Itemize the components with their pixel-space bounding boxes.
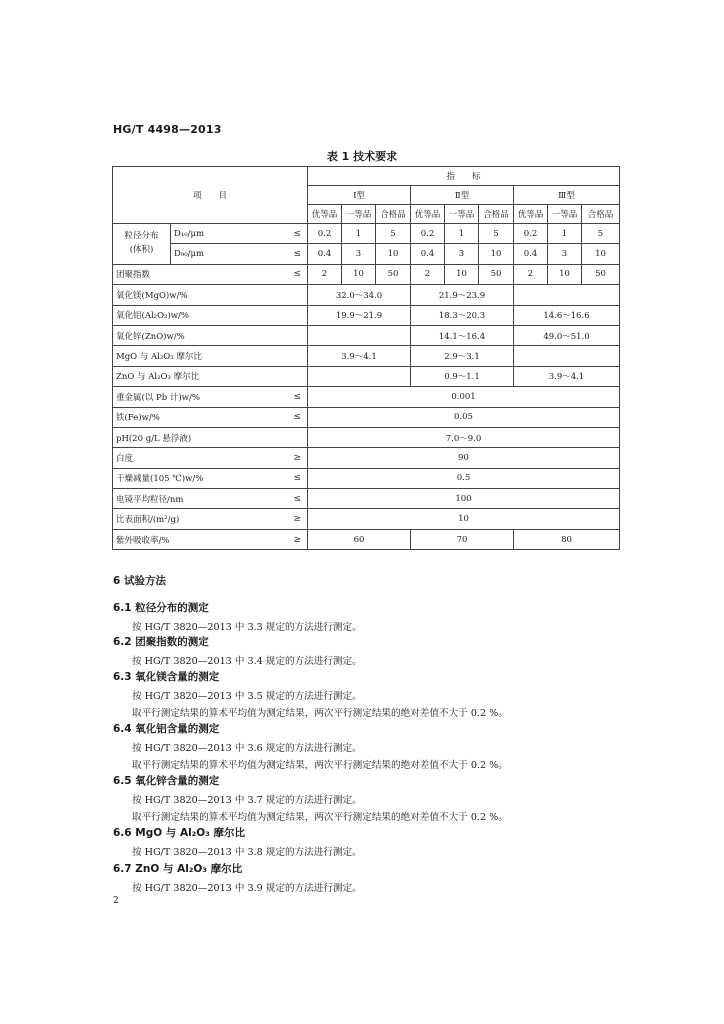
grade-header: 一等品 (445, 205, 479, 224)
grade-header: 合格品 (582, 205, 620, 224)
table-cell: 3 (548, 244, 582, 264)
table-row (113, 448, 620, 468)
paragraph: 按 HG/T 3820—2013 中 3.6 规定的方法进行测定。 (132, 743, 362, 754)
table-cell: 50 (582, 264, 620, 284)
type-3-header: Ⅲ型 (514, 186, 620, 205)
section-title: 6.4 氧化铝含量的测定 (113, 723, 220, 735)
grade-header: 优等品 (411, 205, 445, 224)
table-cell: 14.1～16.4 (411, 325, 514, 345)
table-cell: 5 (376, 224, 411, 244)
table-row (113, 387, 620, 407)
table-row (113, 366, 620, 386)
table-cell (308, 366, 411, 386)
table-cell: 3.9～4.1 (514, 366, 620, 386)
table-row (113, 305, 620, 325)
drying-loss-label: 干燥减量(105 ℃)w/% (113, 468, 288, 488)
alumina-label: 氧化铝(Al₂O₃)w/% (113, 305, 308, 325)
uv-absorption-label: 紫外吸收率/% (113, 529, 288, 549)
table-cell: 3 (445, 244, 479, 264)
standard-code: HG/T 4498—2013 (113, 123, 222, 136)
table-cell: 10 (548, 264, 582, 284)
table-cell: 100 (308, 489, 620, 509)
mgo-al-ratio-label: MgO 与 Al₂O₃ 摩尔比 (113, 346, 308, 366)
section-title: 6.7 ZnO 与 Al₂O₃ 摩尔比 (113, 863, 243, 875)
indicator-header: 指 标 (308, 167, 620, 186)
grade-header: 合格品 (479, 205, 514, 224)
grade-header: 一等品 (548, 205, 582, 224)
table-cell (514, 285, 620, 305)
ge-symbol: ≥ (288, 448, 308, 468)
table-cell: 10 (445, 264, 479, 284)
table-row (113, 509, 620, 529)
table-row (113, 407, 620, 427)
type-2-header: Ⅱ型 (411, 186, 514, 205)
header-row-indicator (113, 167, 620, 186)
table-cell: 2 (514, 264, 548, 284)
table-cell: 10 (308, 509, 620, 529)
table-row (113, 285, 620, 305)
table-cell: 0.4 (308, 244, 342, 264)
table-cell: 10 (376, 244, 411, 264)
table-row (113, 264, 620, 284)
table-cell: 0.001 (308, 387, 620, 407)
section-title: 6.2 团聚指数的测定 (113, 636, 209, 648)
table-cell: 80 (514, 529, 620, 549)
paragraph: 按 HG/T 3820—2013 中 3.5 规定的方法进行测定。 (132, 691, 362, 702)
ph-label: pH(20 g/L 悬浮液) (113, 427, 308, 447)
technical-requirements-table (112, 166, 619, 550)
table-cell: 2.9～3.1 (411, 346, 514, 366)
table-cell: 3 (342, 244, 376, 264)
iron-label: 铁(Fe)w/% (113, 407, 288, 427)
table-cell: 0.4 (514, 244, 548, 264)
grade-header: 合格品 (376, 205, 411, 224)
zno-al-ratio-label: ZnO 与 Al₂O₃ 摩尔比 (113, 366, 308, 386)
table-cell (308, 325, 411, 345)
le-symbol: ≤ (288, 224, 308, 244)
psd-label-cell (113, 224, 171, 265)
paragraph: 按 HG/T 3820—2013 中 3.3 规定的方法进行测定。 (132, 622, 362, 633)
table-cell: 1 (342, 224, 376, 244)
table-cell: 10 (342, 264, 376, 284)
ge-symbol: ≥ (288, 509, 308, 529)
agglomeration-label: 团聚指数 (113, 264, 288, 284)
paragraph: 取平行测定结果的算术平均值为测定结果，两次平行测定结果的绝对差值不大于 0.2 %。 (132, 708, 508, 719)
section-title: 6.6 MgO 与 Al₂O₃ 摩尔比 (113, 827, 245, 839)
table-cell: 5 (582, 224, 620, 244)
table-cell: 2 (411, 264, 445, 284)
tem-size-label: 电镜平均粒径/nm (113, 489, 288, 509)
table-cell: 0.2 (308, 224, 342, 244)
grade-header: 优等品 (514, 205, 548, 224)
table-cell: 14.6～16.6 (514, 305, 620, 325)
table-cell: 0.5 (308, 468, 620, 488)
d10-label: D₁₀/μm (171, 224, 288, 244)
d90-label: D₉₀/μm (171, 244, 288, 264)
table-cell: 0.2 (411, 224, 445, 244)
table-row (113, 427, 620, 447)
type-1-header: Ⅰ型 (308, 186, 411, 205)
grade-header: 一等品 (342, 205, 376, 224)
psd-label: 粒径分布 (124, 231, 159, 242)
table-cell: 32.0～34.0 (308, 285, 411, 305)
table-cell: 21.9～23.9 (411, 285, 514, 305)
section-title: 6.5 氧化锌含量的测定 (113, 775, 220, 787)
grade-header: 优等品 (308, 205, 342, 224)
heavy-metal-label: 重金属(以 Pb 计)w/% (113, 387, 288, 407)
table-row (113, 489, 620, 509)
le-symbol: ≤ (288, 264, 308, 284)
table-cell: 70 (411, 529, 514, 549)
le-symbol: ≤ (288, 407, 308, 427)
table-cell: 5 (479, 224, 514, 244)
table-cell: 50 (479, 264, 514, 284)
table-row (113, 468, 620, 488)
le-symbol: ≤ (288, 387, 308, 407)
table-cell: 19.9～21.9 (308, 305, 411, 325)
paragraph: 取平行测定结果的算术平均值为测定结果，两次平行测定结果的绝对差值不大于 0.2 %。 (132, 760, 508, 771)
table-cell (514, 346, 620, 366)
le-symbol: ≤ (288, 244, 308, 264)
table-cell: 90 (308, 448, 620, 468)
paragraph: 按 HG/T 3820—2013 中 3.7 规定的方法进行测定。 (132, 795, 362, 806)
paragraph: 取平行测定结果的算术平均值为测定结果，两次平行测定结果的绝对差值不大于 0.2 %。 (132, 812, 508, 823)
page-number: 2 (113, 896, 119, 906)
table-row (113, 529, 620, 549)
paragraph: 按 HG/T 3820—2013 中 3.9 规定的方法进行测定。 (132, 883, 362, 894)
table-cell: 18.3～20.3 (411, 305, 514, 325)
table-cell: 0.2 (514, 224, 548, 244)
table-cell: 2 (308, 264, 342, 284)
table-cell: 10 (582, 244, 620, 264)
table-cell: 0.05 (308, 407, 620, 427)
table-caption: 表 1 技术要求 (326, 150, 398, 163)
table-cell: 0.4 (411, 244, 445, 264)
le-symbol: ≤ (288, 468, 308, 488)
specific-surface-label: 比表面积/(m²/g) (113, 509, 288, 529)
ge-symbol: ≥ (288, 529, 308, 549)
paragraph: 按 HG/T 3820—2013 中 3.4 规定的方法进行测定。 (132, 656, 362, 667)
table-cell: 10 (479, 244, 514, 264)
paragraph: 按 HG/T 3820—2013 中 3.8 规定的方法进行测定。 (132, 847, 362, 858)
table-cell: 50 (376, 264, 411, 284)
table-cell: 0.9～1.1 (411, 366, 514, 386)
section-title: 6 试验方法 (113, 575, 166, 587)
table-cell: 60 (308, 529, 411, 549)
table-cell: 3.9～4.1 (308, 346, 411, 366)
table-cell: 7.0～9.0 (308, 427, 620, 447)
zno-label: 氧化锌(ZnO)w/% (113, 325, 308, 345)
whiteness-label: 白度 (113, 448, 288, 468)
table-cell: 1 (548, 224, 582, 244)
table-row (113, 346, 620, 366)
table-row (113, 244, 620, 264)
table-cell: 49.0～51.0 (514, 325, 620, 345)
le-symbol: ≤ (288, 489, 308, 509)
section-title: 6.1 粒径分布的测定 (113, 602, 209, 614)
psd-label-volume: (体积) (129, 244, 154, 255)
table-row (113, 224, 620, 244)
table-cell: 1 (445, 224, 479, 244)
table-row (113, 325, 620, 345)
item-header: 项 目 (113, 167, 308, 224)
section-title: 6.3 氧化镁含量的测定 (113, 671, 220, 683)
mgo-label: 氧化镁(MgO)w/% (113, 285, 308, 305)
